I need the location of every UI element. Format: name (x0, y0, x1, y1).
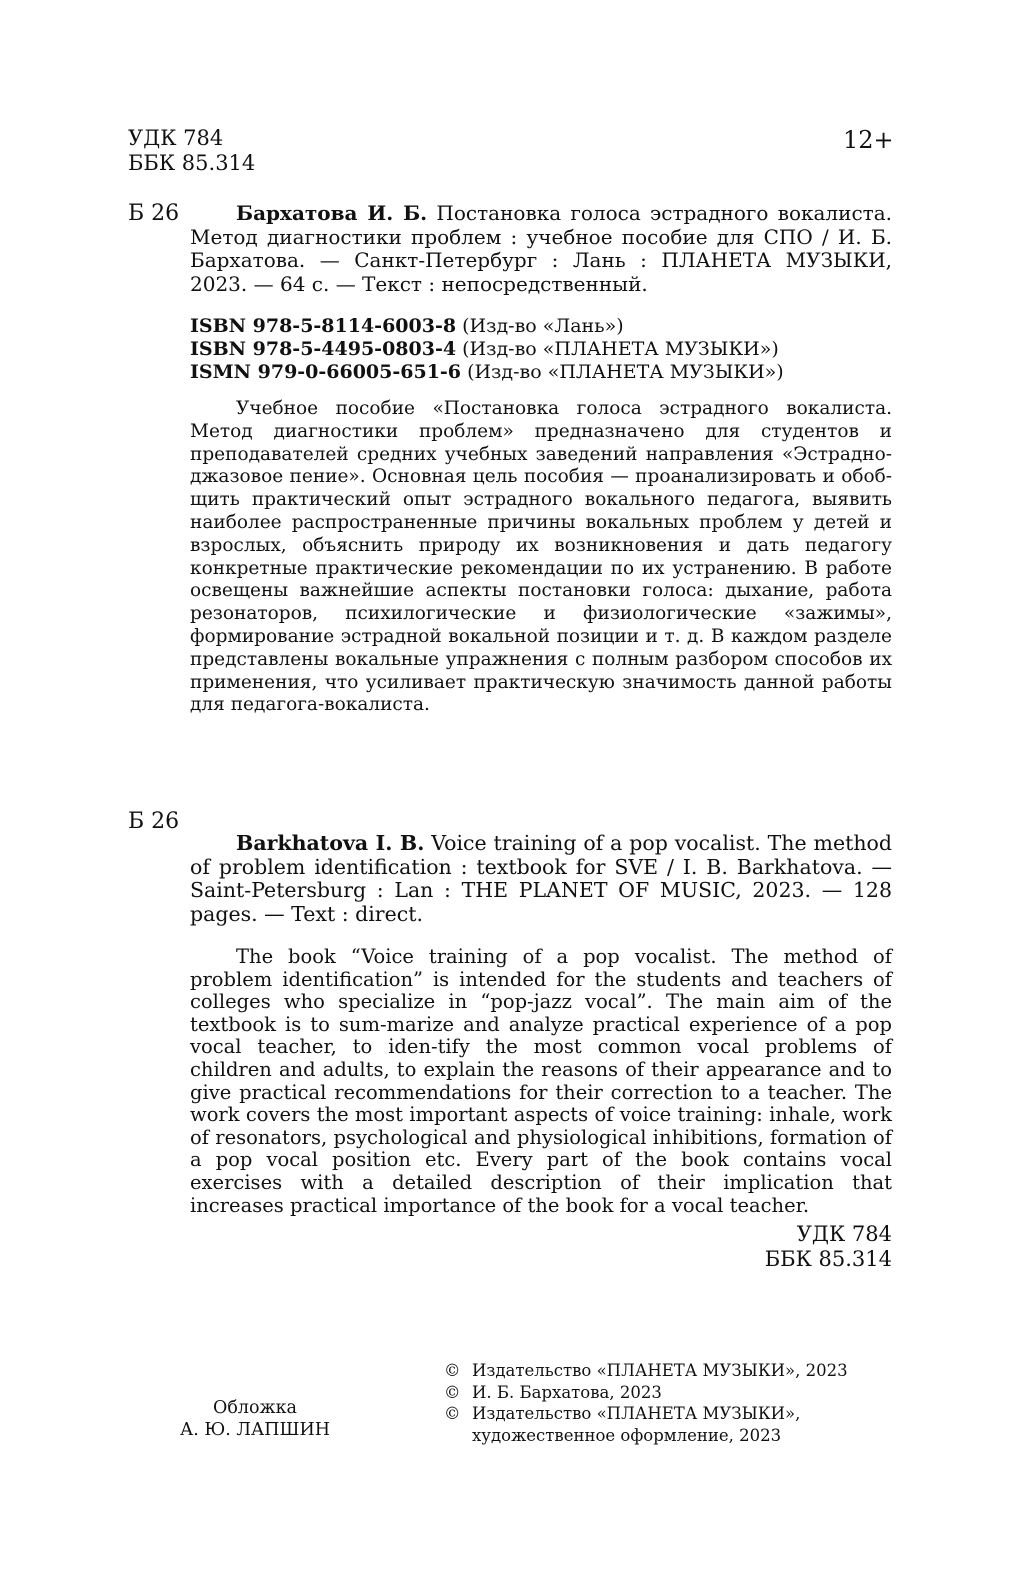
udk-code: УДК 784 (128, 126, 224, 150)
isbn-line: ISBN 978-5-4495-0803-4 (Изд-во «ПЛАНЕТА МУЗЫКИ») (190, 338, 779, 360)
header-classification (128, 126, 255, 176)
udk-code: УДК 784 (796, 1222, 892, 1246)
copyright-line: художественное оформление, 2023 (472, 1425, 782, 1445)
copyright-line: © И. Б. Бархатова, 2023 (444, 1382, 662, 1402)
cover-designer: А. Ю. ЛАПШИН (180, 1420, 330, 1440)
copyright-icon: © (444, 1361, 461, 1380)
footer-classification (740, 1222, 892, 1272)
age-rating: 12+ (843, 126, 894, 154)
ru-citation-text: Постановка голоса эстрадного вокалиста. Метод диагностики проблем : учебное пособие для СПО / И. Б. Бархатова. — Санкт-Петербург : Лань : ПЛАНЕТА МУЗЫКИ, 2023. — 64 с. — Текст : непосредственный. (190, 201, 892, 296)
ru-entry-code: Б 26 (128, 201, 180, 226)
ru-annotation: Учебное пособие «Постановка голоса эстрадного вокалиста. Метод диагностики проблем» предназначено для студентов и преподавателей средних учебных заведений направления «Эстрадно-джазовое пение». Основная цель пособия — проанализировать и обоб-щить практический опыт эстрадного вокального педагога, выявить наиболее распространенные причины вокальных проблем у детей и взрослых, объяснить природу их возникновения и дать педагогу конкретные практические рекомендации по их устранению. В работе освещены важнейшие аспекты постановки голоса: дыхание, работа резонаторов, психилогические и физиологические «зажимы», формирование эстрадной вокальной позиции и т. д. В каждом разделе представлены вокальные упражнения с полным разбором способов их применения, что усиливает практическую значимость данной работы для педагога-вокалиста. (190, 398, 892, 716)
en-entry-code: Б 26 (128, 809, 180, 834)
ismn-line: ISMN 979-0-66005-651-6 (Изд-во «ПЛАНЕТА МУЗЫКИ») (190, 361, 784, 383)
copyright-line: © Издательство «ПЛАНЕТА МУЗЫКИ», (444, 1404, 801, 1423)
ru-identifiers (190, 315, 892, 384)
cover-credit (150, 1397, 360, 1441)
cover-label: Обложка (212, 1398, 297, 1418)
en-author: Barkhatova I. B. (236, 831, 425, 855)
isbn-line: ISBN 978-5-8114-6003-8 (Изд-во «Лань») (190, 315, 624, 337)
ru-author: Бархатова И. Б. (236, 201, 428, 225)
copyright-icon: © (444, 1382, 461, 1402)
en-citation (190, 832, 892, 926)
bbk-code: ББК 85.314 (764, 1247, 892, 1271)
ru-citation (190, 202, 892, 296)
copyright-block (444, 1360, 914, 1446)
bbk-code: ББК 85.314 (128, 151, 256, 175)
en-citation-text: Voice training of a pop vocalist. The method of problem identification : textbook for SVE / I. B. Barkhatova. — Saint-Petersburg : Lan : THE PLANET OF MUSIC, 2023. — 128 pages. — Text : direct. (190, 831, 892, 926)
copyright-icon: © (444, 1404, 461, 1423)
en-annotation: The book “Voice training of a pop vocalist. The method of problem identification” is intended for the students and teachers of colleges who specialize in “pop-jazz vocal”. The main aim of the textbook is to sum-marize and analyze practical experience of a pop vocal teacher, to iden-tify the most common vocal problems of children and adults, to explain the reasons of their appearance and to give practical recommendations for their correction to a teacher. The work covers the most important aspects of voice training: inhale, work of resonators, psychological and physiological inhibitions, formation of a pop vocal position etc. Every part of the book contains vocal exercises with a detailed description of their implication that increases practical importance of the book for a vocal teacher. (190, 945, 892, 1217)
copyright-line: © Издательство «ПЛАНЕТА МУЗЫКИ», 2023 (444, 1361, 848, 1380)
